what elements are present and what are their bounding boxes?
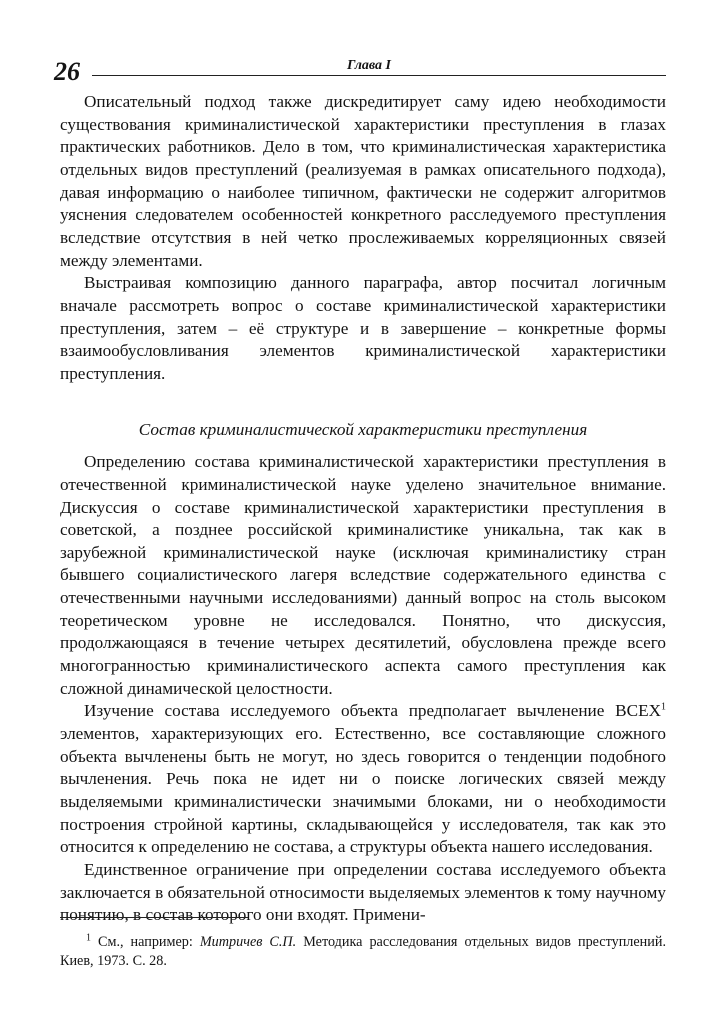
footnote-rule	[60, 917, 248, 918]
chapter-title: Глава I	[347, 58, 392, 73]
footnote	[60, 933, 666, 970]
header-rule	[92, 75, 666, 76]
page-number: 26	[54, 57, 80, 86]
footnote-citation: Методика расследования отдельных видов преступлений. Киев, 1973. С. 28.	[60, 934, 667, 969]
section-subheading: Состав криминалистической характеристики преступления	[138, 419, 588, 439]
paragraph-4	[60, 700, 666, 859]
paragraph-1: Описательный подход также дискредитирует саму идею необходимости существования криминалистической характеристики преступления в глазах практических работников. Дело в том, что криминалистическая характеристика отдельных видов преступлений (реализуемая в рамках описательного подхода), давая информацию о наиболее типичном, фактически не содержит алгоритмов уяснения следователем особенностей конкретного расследуемого преступления вследствие отсутствия в ней четко прослеживаемых корреляционных связей между элементами.	[60, 92, 666, 270]
paragraph-3: Определению состава криминалистической характеристики преступления в отечественной криминалистической науке уделено значительное внимание. Дискуссия о составе криминалистической характеристики преступления в советской, а позднее российской криминалистике уникальна, так как в зарубежной криминалистической науке (исключая криминалистику стран бывшего социалистического лагеря вследствие содержательного единства с отечественными научными исследованиями) данный вопрос на столь высоком теоретическом уровне не исследовался. Понятно, что дискуссия, продолжающаяся в течение четырех десятилетий, обусловлена прежде всего многогранностью криминалистического аспекта самого преступления как сложной динамической целостности.	[60, 452, 666, 698]
paragraph-2: Выстраивая композицию данного параграфа, автор посчитал логичным вначале рассмотреть вопрос о составе криминалистической характеристики преступления, затем – её структуре и в завершение – конкретные формы взаимообусловливания элементов криминалистической характеристики преступления.	[60, 273, 666, 383]
paragraph-4-rest: элементов, характеризующих его. Естественно, все составляющие сложного объекта вычленены быть не могут, но здесь говорится о тенденции подобного вычленения. Речь пока не идет ни о поиске логических связей между выделяемыми криминалистически значимыми блоками, ни о необходимости построения стройной картины, складывающейся у исследователя, так как это относится к определению не состава, а структуры объекта нашего исследования.	[60, 724, 666, 857]
paragraph-4-start: Изучение состава исследуемого объекта предполагает вычленение ВСЕХ	[84, 701, 661, 721]
footnote-author: Митричев С.П.	[199, 934, 297, 950]
footnote-reference: 1	[661, 701, 666, 713]
main-text	[60, 91, 666, 927]
footnote-marker: 1	[86, 932, 91, 944]
footnote-body	[60, 933, 666, 970]
footnote-prefix: См., например:	[91, 934, 200, 950]
section-gap	[60, 386, 666, 419]
paragraph-5: Единственное ограничение при определении состава исследуемого объекта заключается в обязательной относимости выделяемых элементов к тому научному понятию, в состав которого они входят. Примени-	[60, 860, 666, 925]
